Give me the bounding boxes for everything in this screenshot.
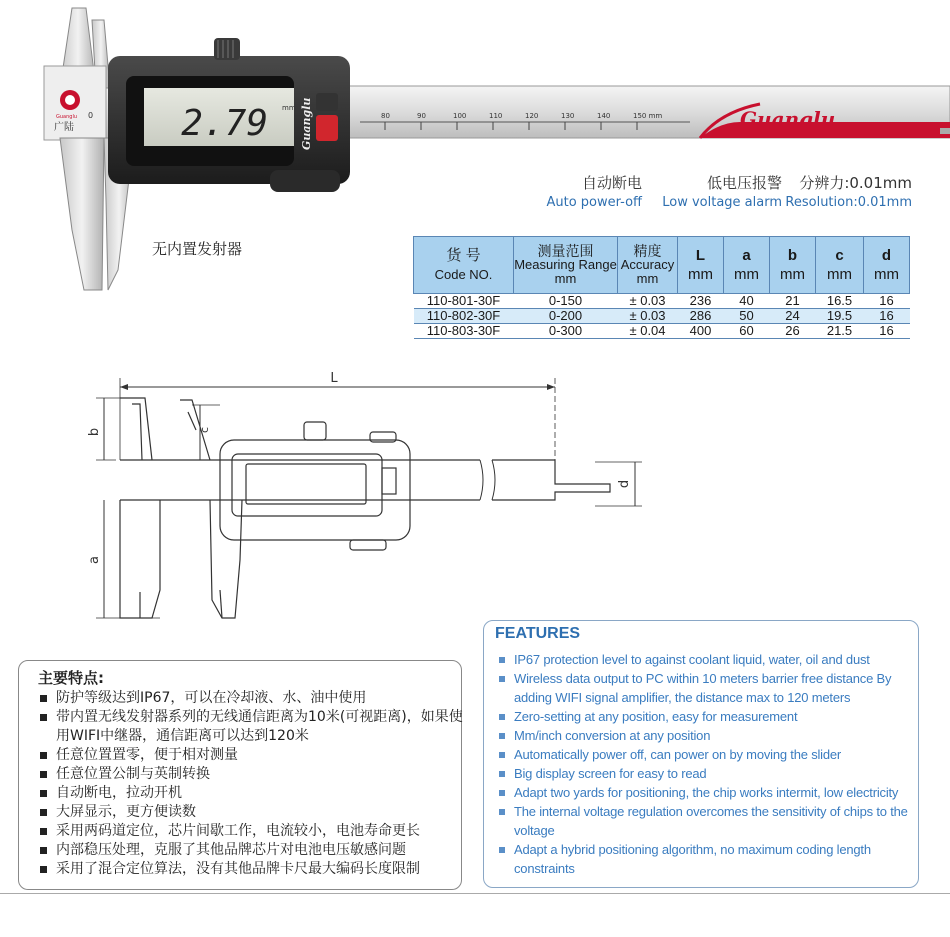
footer-divider (0, 893, 950, 894)
header-code: 货 号 Code NO. (414, 237, 514, 294)
cell-d: 16 (864, 324, 910, 339)
cell-code: 110-802-30F (414, 309, 514, 324)
script-brand-logo: Guanglu (740, 107, 836, 131)
list-item: Automatically power off, can power on by moving the slider (498, 745, 916, 764)
feature-auto-off (546, 172, 642, 210)
dimension-b-label: b (87, 427, 102, 437)
header-b: b mm (770, 237, 816, 294)
scale-tick-label: 120 (525, 112, 539, 120)
cell-range: 0-300 (514, 324, 618, 339)
bullet-icon (40, 695, 47, 702)
feature-cn: 低电压报警 (706, 174, 782, 192)
header-L: L mm (678, 237, 724, 294)
red-button[interactable] (316, 115, 338, 141)
scale-tick-label: 80 (381, 112, 390, 120)
feature-resolution (785, 172, 912, 210)
bullet-icon (40, 752, 47, 759)
list-item: 采用两码道定位，芯片间歇工作，电流较小，电池寿命更长 (38, 822, 468, 841)
table-row (414, 294, 910, 309)
en-features-list (498, 650, 916, 878)
top-features (540, 172, 912, 212)
list-item: Big display screen for easy to read (498, 764, 916, 783)
logo-chinese-text: 广陆 (54, 122, 74, 133)
bullet-icon (499, 790, 505, 796)
bullet-icon (499, 733, 505, 739)
list-item: IP67 protection level to against coolant liquid, water, oil and dust (498, 650, 916, 669)
list-item: 任意位置置零，便于相对测量 (38, 746, 468, 765)
dimension-d-label: d (617, 479, 632, 489)
feature-cn: 分辨力:0.01mm (799, 174, 912, 192)
en-features-title: FEATURES (495, 625, 581, 642)
technical-drawing (80, 360, 650, 630)
list-item: 内部稳压处理，克服了其他品牌芯片对电池电压敏感问题 (38, 841, 468, 860)
bullet-icon (499, 771, 505, 777)
header-range: 测量范围 Measuring Range mm (514, 237, 618, 294)
bullet-icon (499, 657, 505, 663)
bullet-icon (40, 866, 47, 873)
bullet-icon (499, 676, 505, 682)
cell-a: 60 (724, 324, 770, 339)
list-item: Mm/inch conversion at any position (498, 726, 916, 745)
scale-tick-label: 0 (88, 111, 94, 120)
list-item: Adapt two yards for positioning, the chip works intermit, low electricity (498, 783, 916, 802)
table-header-row (414, 237, 910, 294)
cell-range: 0-200 (514, 309, 618, 324)
cn-features-title: 主要特点: (38, 669, 104, 687)
cell-c: 19.5 (816, 309, 864, 324)
bullet-icon (499, 752, 505, 758)
bullet-icon (499, 714, 505, 720)
dimension-L-label: L (330, 371, 338, 386)
scale-tick-label: 110 (489, 112, 503, 120)
bullet-icon (499, 847, 505, 853)
cell-b: 24 (770, 309, 816, 324)
cell-accuracy: ± 0.03 (618, 309, 678, 324)
cell-d: 16 (864, 294, 910, 309)
cell-L: 286 (678, 309, 724, 324)
list-item: The internal voltage regulation overcomes the sensitivity of chips to the voltage (498, 802, 916, 840)
cell-b: 21 (770, 294, 816, 309)
list-item: 任意位置公制与英制转换 (38, 765, 468, 784)
bullet-icon (40, 809, 47, 816)
lcd-reading: 2.79 (181, 103, 268, 144)
spec-table (413, 236, 910, 339)
list-item: Adapt a hybrid positioning algorithm, no maximum coding length constraints (498, 840, 916, 878)
scale-tick-label: 150 mm (633, 112, 663, 120)
feature-en: Low voltage alarm (662, 195, 782, 210)
lcd-unit: mm (282, 104, 296, 112)
cell-code: 110-801-30F (414, 294, 514, 309)
list-item: 防护等级达到IP67，可以在冷却液、水、油中使用 (38, 689, 468, 708)
cell-d: 16 (864, 309, 910, 324)
no-transmitter-note: 无内置发射器 (152, 240, 243, 258)
list-item: Zero-setting at any position, easy for measurement (498, 707, 916, 726)
list-item: Wireless data output to PC within 10 meters barrier free distance By adding WIFI signal amplifier, the distance max to 120 meters (498, 669, 916, 707)
scale-tick-label: 130 (561, 112, 575, 120)
bullet-icon (499, 809, 505, 815)
cell-accuracy: ± 0.04 (618, 324, 678, 339)
bullet-icon (40, 714, 47, 721)
header-d: d mm (864, 237, 910, 294)
bullet-icon (40, 771, 47, 778)
list-item: 采用了混合定位算法，没有其他品牌卡尺最大编码长度限制 (38, 860, 468, 879)
cell-c: 16.5 (816, 294, 864, 309)
cell-L: 400 (678, 324, 724, 339)
list-item: 自动断电，拉动开机 (38, 784, 468, 803)
table-row (414, 324, 910, 339)
feature-cn: 自动断电 (581, 174, 642, 192)
feature-en: Auto power-off (546, 195, 642, 210)
header-accuracy: 精度 Accuracy mm (618, 237, 678, 294)
list-item: 大屏显示，更方便读数 (38, 803, 468, 822)
lcd-brand-text: Guanglu (300, 97, 313, 150)
header-a: a mm (724, 237, 770, 294)
cell-code: 110-803-30F (414, 324, 514, 339)
cell-range: 0-150 (514, 294, 618, 309)
cell-a: 50 (724, 309, 770, 324)
scale-tick-label: 100 (453, 112, 467, 120)
dimension-c-label: c (198, 426, 211, 434)
cell-c: 21.5 (816, 324, 864, 339)
scale-tick-label: 140 (597, 112, 611, 120)
cell-b: 26 (770, 324, 816, 339)
bullet-icon (40, 828, 47, 835)
list-item: 带内置无线发射器系列的无线通信距离为10米(可视距离)，如果使用WIFI中继器，通信距离可以达到120米 (38, 708, 468, 746)
feature-low-voltage (662, 172, 782, 210)
header-c: c mm (816, 237, 864, 294)
cell-a: 40 (724, 294, 770, 309)
logo-english-text: Guanglu (56, 114, 78, 120)
bullet-icon (40, 847, 47, 854)
table-row (414, 309, 910, 324)
dimension-a-label: a (87, 556, 102, 564)
cell-L: 236 (678, 294, 724, 309)
scale-tick-label: 90 (417, 112, 426, 120)
cn-features-list (38, 689, 468, 879)
feature-en: Resolution:0.01mm (785, 195, 912, 210)
cell-accuracy: ± 0.03 (618, 294, 678, 309)
bullet-icon (40, 790, 47, 797)
